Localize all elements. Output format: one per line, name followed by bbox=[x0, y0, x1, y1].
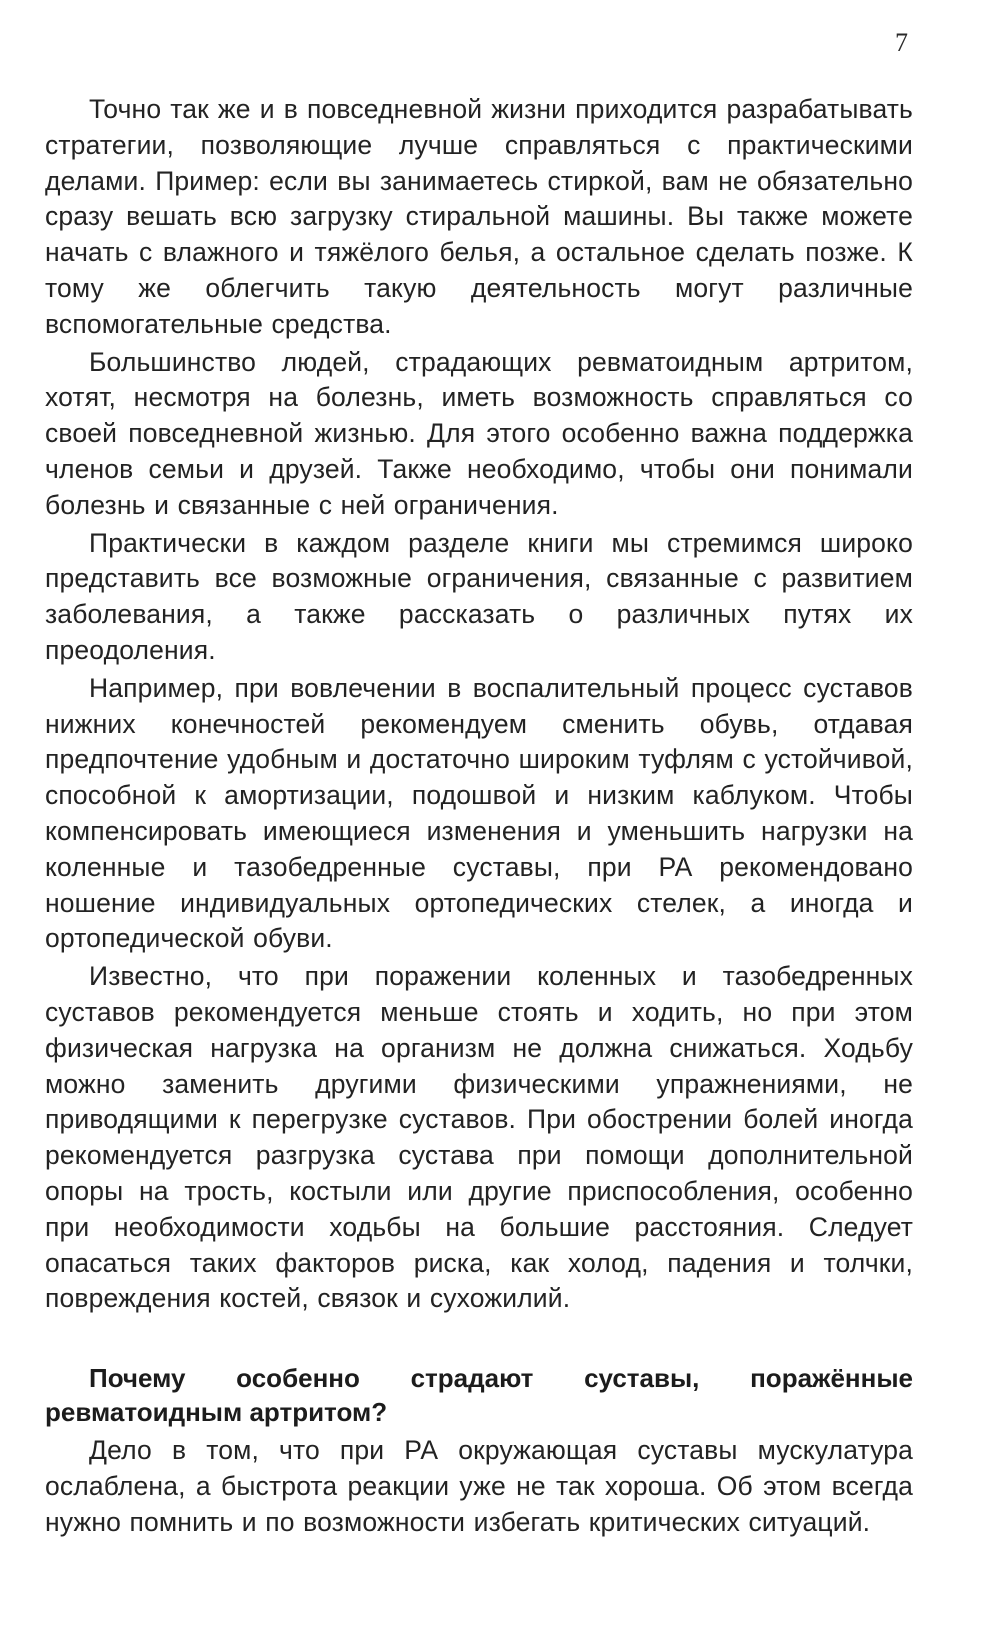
paragraph-support: Большинство людей, страдающих ревматоидным артритом, хотят, несмотря на болезнь, иметь возможность справляться со своей повседневной жизнью. Для этого особенно важна поддержка членов семьи и друзей. Также необходимо, чтобы они понимали болезнь и связанные с ней ограничения. bbox=[45, 346, 913, 520]
paragraph-footwear: Например, при вовлечении в воспалительный процесс суставов нижних конечностей рекомендуем сменить обувь, отдавая предпочтение удобным и достаточно широким туфлям с устойчивой, способной к амортизации, подошвой и низким каблуком. Чтобы компенсировать имеющиеся изменения и уменьшить нагрузки на коленные и тазобедренные суставы, при РА рекомендовано ношение индивидуальных ортопедических стелек, а иногда и ортопедической обуви. bbox=[45, 672, 913, 954]
page-number: 7 bbox=[895, 28, 908, 57]
text-body bbox=[45, 92, 913, 1540]
paragraph-joint-load: Известно, что при поражении коленных и тазобедренных суставов рекомендуется меньше стоять и ходить, но при этом физическая нагрузка на организм не должна снижаться. Ходьбу можно заменить другими физическими упражнениями, не приводящими к перегрузке суставов. При обострении болей иногда рекомендуется разгрузка сустава при помощи дополнительной опоры на трость, костыли или другие приспособления, особенно при необходимости ходьбы на большие расстояния. Следует опасаться таких факторов риска, как холод, падения и толчки, повреждения костей, связок и сухожилий. bbox=[45, 961, 913, 1314]
paragraph-strategies: Точно так же и в повседневной жизни приходится разрабатывать стратегии, позволяющие лучше справляться с практическими делами. Пример: если вы занимаетесь стиркой, вам не обязательно сразу вешать всю загрузку стиральной машины. Вы также можете начать с влажного и тяжёлого белья, а остальное сделать позже. К тому же облегчить такую деятельность могут различные вспомогательные средства. bbox=[45, 94, 913, 339]
paragraph-muscles: Дело в том, что при РА окружающая суставы мускулатура ослаблена, а быстрота реакции уже не так хороша. Об этом всегда нужно помнить и по возможности избегать критических ситуаций. bbox=[45, 1435, 913, 1537]
section-heading: Почему особенно страдают суставы, поражённые ревматоидным артритом? bbox=[45, 1363, 913, 1428]
paragraph-book-sections: Практически в каждом разделе книги мы стремимся широко представить все возможные ограничения, связанные с развитием заболевания, а также рассказать о различных путях их преодоления. bbox=[45, 527, 913, 665]
